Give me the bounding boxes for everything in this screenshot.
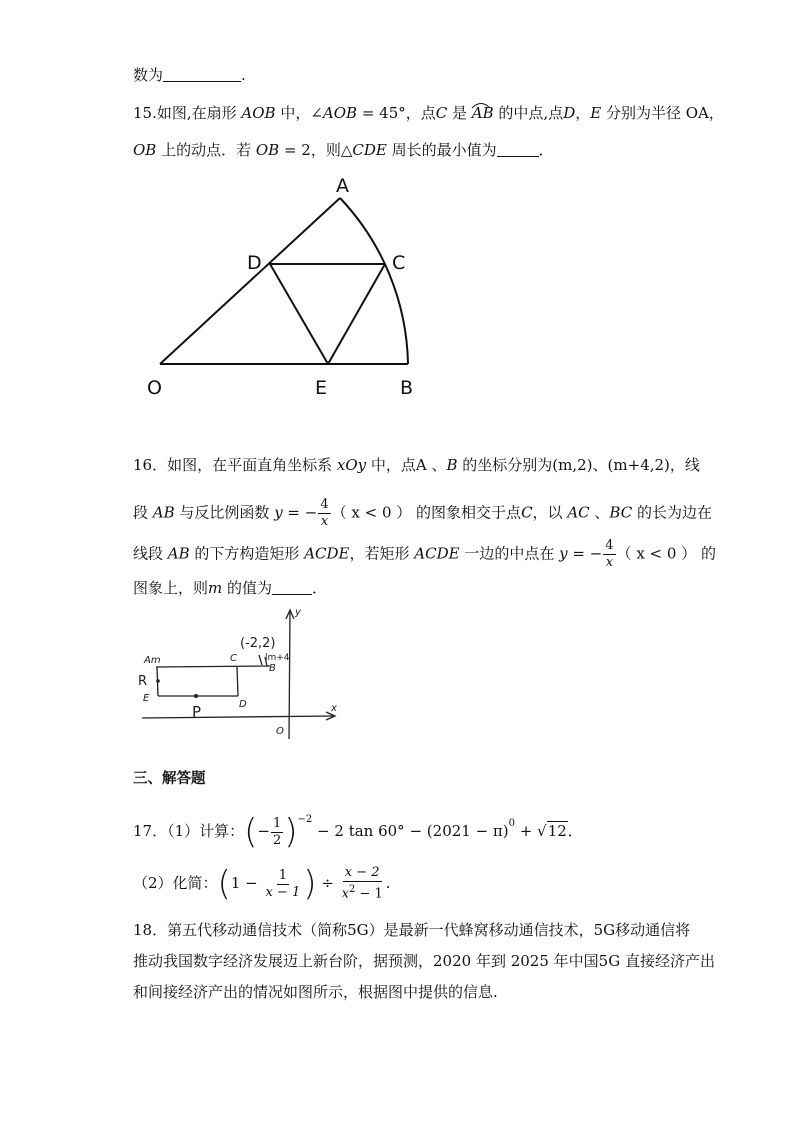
label-a: A [336, 175, 349, 197]
label-x: x [331, 703, 337, 714]
label-b: B [400, 377, 414, 399]
q18-line2: 推动我国数字经济发展迈上新台阶，据预测，2020 年到 2025 年中国5G 直接经济产出 [133, 952, 715, 970]
fraction: $\frac{4}{x}$ [320, 497, 329, 529]
point-c-coord: (-2,2) [240, 636, 276, 651]
answer-blank [163, 67, 241, 82]
label-o: O [276, 726, 284, 737]
label-b: B [269, 663, 276, 674]
label-e: E [315, 377, 328, 399]
segment-ce [328, 264, 385, 364]
x-axis [142, 716, 334, 718]
label-c: C [230, 653, 237, 664]
arc-ab: AB [472, 104, 494, 122]
right-note: lm+4 [265, 653, 290, 663]
answer-blank [272, 580, 312, 595]
q15-sector-figure [140, 172, 440, 407]
q18-line3: 和间接经济产出的情况如图所示，根据图中提供的信息. [133, 983, 498, 1001]
label-e: E [143, 693, 150, 704]
arc-ab-curve [340, 198, 408, 364]
q18-line1: 18．第五代移动通信技术（简称5G）是最新一代蜂窝移动通信技术，5G移动通信将 [133, 921, 691, 939]
left-dot [156, 679, 160, 683]
rect-right [237, 667, 238, 696]
label-c: C [392, 252, 406, 274]
label-d: D [239, 699, 247, 710]
label-y: y [295, 607, 301, 618]
y-axis [289, 611, 290, 739]
label-a: Am [144, 655, 161, 666]
q15-line1: 15.如图,在扇形 AOB 中，∠AOB = 45°，点C 是 AB 的中点,点D，E 分别为半径 OA， [133, 102, 724, 124]
q17-part1: 17．（1）计算：(− $\frac{1}{2}$ )$^{-2}$ − 2 $\tan 60^\circ - (2021 - \pi)^0 + √12$． [133, 812, 583, 852]
arc-mark-icon [471, 101, 491, 109]
q16-line1: 16．如图，在平面直角坐标系 xOy 中，点A 、B 的坐标分别为(m,2)、(m+4,2)，线 [133, 456, 700, 474]
fraction-1: $\frac{1}{x - 1}$ [265, 867, 301, 900]
label-p: P [192, 703, 202, 721]
q17-part2: （2）化简：(1 − $\frac{1}{x - 1}$ ) ÷ $\frac{x - 2}{x^2 - 1}$ . [133, 864, 391, 904]
label-o: O [147, 377, 162, 399]
q16-sketch-figure [138, 603, 348, 743]
label-d: D [247, 252, 262, 274]
segment-ab [156, 666, 270, 667]
midpoint-dot [194, 694, 198, 698]
fraction-2: $\frac{x - 2}{x^2 - 1}$ [341, 865, 383, 902]
label-r: R [138, 674, 148, 689]
q16-line4: 图象上，则m 的值为 ． [133, 579, 328, 597]
section-heading: 三、解答题 [133, 771, 206, 787]
q14-tail: 数为 . [133, 66, 246, 84]
fraction: $\frac{4}{x}$ [605, 538, 614, 570]
q16-line2: 段 AB 与反比例函数 y = − $\frac{4}{x}$ （ x < 0 ） 的图象相交于点C，以 AC 、BC 的长为边在 [133, 497, 712, 529]
fraction-half: $\frac{1}{2}$ [272, 815, 282, 848]
answer-blank [497, 142, 539, 157]
sqrt-symbol: √ [537, 822, 547, 840]
q15-line2: OB 上的动点．若 OB = 2，则△CDE 周长的最小值为 ． [133, 141, 554, 159]
segment-de [270, 264, 328, 364]
q16-line3: 线段 AB 的下方构造矩形 ACDE，若矩形 ACDE 一边的中点在 y = − $\frac{4}{x}$ （ x < 0 ） 的 [133, 538, 716, 570]
